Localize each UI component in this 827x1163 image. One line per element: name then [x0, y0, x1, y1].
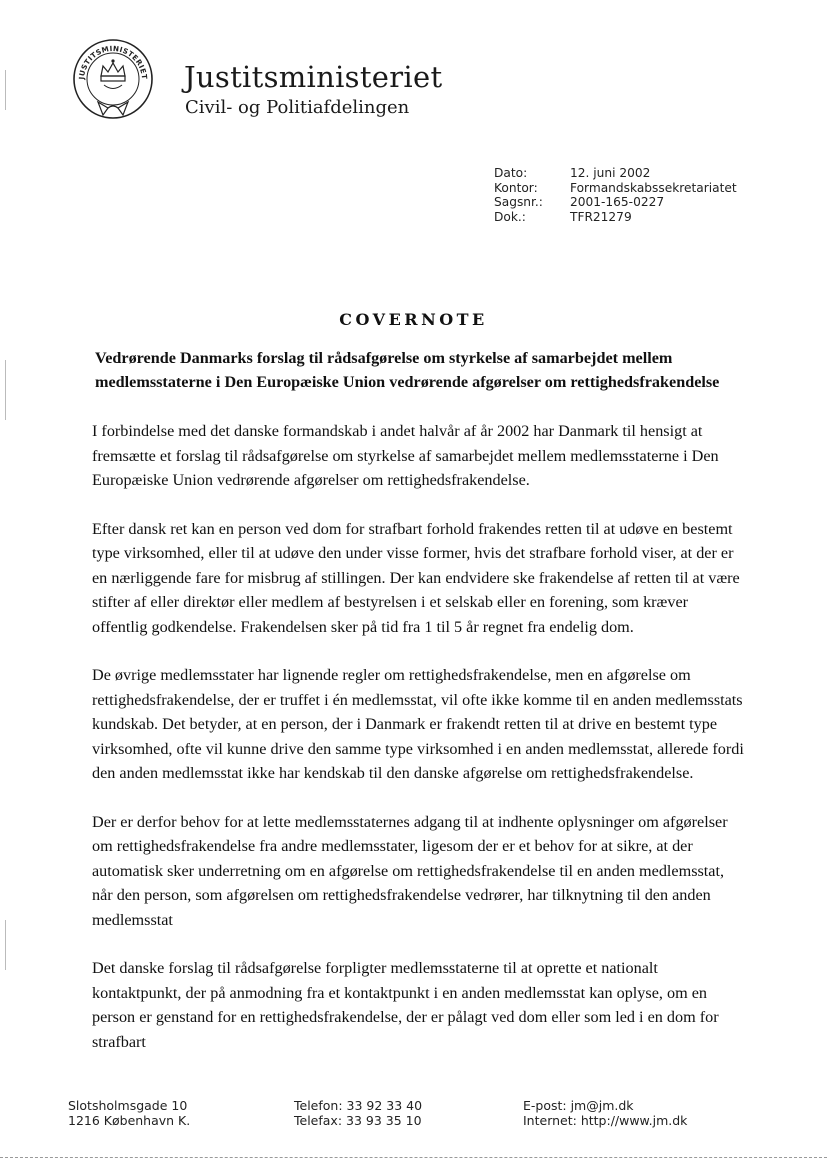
- footer-address: [68, 1098, 190, 1128]
- footer-email: E-post: jm@jm.dk: [523, 1098, 634, 1113]
- seal-text: JUSTITSMINISTERIET: [76, 43, 150, 80]
- body-paragraph: De øvrige medlemsstater har lignende regler om rettighedsfrakendelse, men en afgørelse om rettighedsfrakendelse, der er truffet i én medlemsstat, vil ofte ikke komme til en anden medlemsstats kundskab. Det betyder, at en person, der i Danmark er frakendt retten til at drive en bestemt type virksomhed, ofte vil kunne drive den samme type virksomhed i en anden medlemsstat, allerede fordi den anden medlemsstat ikke har kendskab til den danske afgørelse om rettighedsfrakendelse.: [92, 666, 744, 782]
- meta-label: Sagsnr.:: [494, 195, 543, 209]
- ministry-seal-logo: [70, 36, 156, 122]
- left-margin-mark: [5, 360, 6, 420]
- document-subject: Vedrørende Danmarks forslag til rådsafgørelse om styrkelse af samarbejdet mellem medlemsstaterne i Den Europæiske Union vedrørende afgørelser om rettighedsfrakendelse: [95, 349, 720, 391]
- footer-fax: Telefax: 33 93 35 10: [294, 1113, 422, 1128]
- meta-label: Dok.:: [494, 209, 526, 224]
- footer-street: Slotsholmsgade 10: [68, 1098, 188, 1113]
- meta-value: Formandskabssekretariatet: [570, 180, 737, 195]
- footer-city: 1216 København K.: [68, 1113, 191, 1128]
- department-name: Civil- og Politiafdelingen: [185, 97, 410, 118]
- left-margin-mark: [5, 920, 6, 970]
- meta-row-case-number: [494, 195, 737, 210]
- body-paragraph: Det danske forslag til rådsafgørelse forpligter medlemsstaterne til at oprette et nationalt kontaktpunkt, der på anmodning fra et kontaktpunkt i en anden medlemsstat kan oplyse, om en person er genstand for en rettighedsfrakendelse, der er pålagt ved dom eller som led i en dom for strafbart: [92, 959, 719, 1051]
- meta-row-date: [494, 166, 737, 181]
- footer-contact: [523, 1098, 687, 1128]
- meta-value: 2001-165-0227: [570, 195, 665, 209]
- meta-row-document-id: [494, 210, 737, 225]
- left-margin-mark: [5, 70, 6, 110]
- bottom-scan-rule: [0, 1157, 827, 1158]
- organization-name: Justitsministeriet: [184, 60, 443, 94]
- body-paragraph: I forbindelse med det danske formandskab i andet halvår af år 2002 har Danmark til hensigt at fremsætte et forslag til rådsafgørelse om styrkelse af samarbejdet mellem medlemsstaterne i Den Europæiske Union vedrørende afgørelser om rettighedsfrakendelse.: [92, 422, 719, 489]
- meta-value: TFR21279: [570, 209, 632, 224]
- meta-label: Dato:: [494, 166, 528, 180]
- footer-phone: Telefon: 33 92 33 40: [294, 1098, 423, 1113]
- document-body: [92, 419, 746, 1078]
- document-metadata: [494, 166, 737, 224]
- footer-phone-fax: [294, 1098, 422, 1128]
- meta-value: 12. juni 2002: [570, 166, 651, 180]
- body-paragraph: Efter dansk ret kan en person ved dom for strafbart forhold frakendes retten til at udøve en bestemt type virksomhed, eller til at udøve den under visse former, hvis det strafbare forhold viser, at der er en nærliggende fare for misbrug af stillingen. Der kan endvidere ske frakendelse af retten til at være stifter af eller direktør eller medlem af bestyrelsen i et selskab eller en forening, som kræver offentlig godkendelse. Frakendelsen sker på tid fra 1 til 5 år regnet fra endelig dom.: [92, 519, 740, 636]
- footer-website: Internet: http://www.jm.dk: [523, 1113, 688, 1128]
- document-title: COVERNOTE: [339, 310, 488, 329]
- meta-row-office: [494, 181, 737, 196]
- body-paragraph: Der er derfor behov for at lette medlemsstaternes adgang til at indhente oplysninger om afgørelser om rettighedsfrakendelse fra andre medlemsstater, ligesom der er et behov for at sikre, at der automatisk sker underretning om en afgørelse om rettighedsfrakendelse til en anden medlemsstat, når den person, som afgørelsen om rettighedsfrakendelse vedrører, har tilknytning til den anden medlemsstat: [92, 812, 728, 929]
- meta-label: Kontor:: [494, 180, 538, 195]
